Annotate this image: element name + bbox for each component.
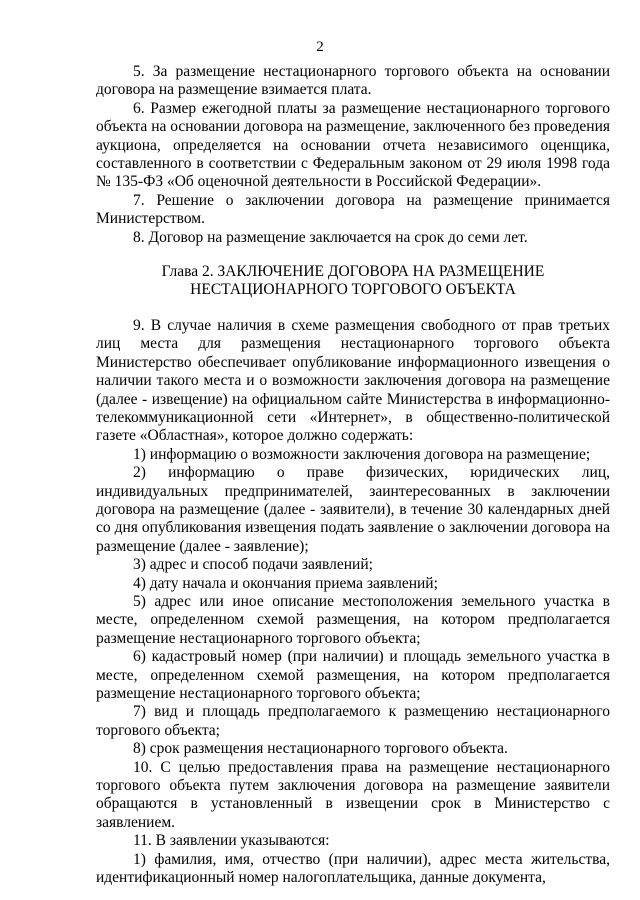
list-item-9-4: 4) дату начала и окончания приема заявлений; (133, 574, 438, 592)
list-item-9-2: 2) информацию о праве физических, юридических лиц, индивидуальных предпринимателей, заинтересованных в заключении договора на размещение (далее - заявители), в течение 30 календарных дней со дня опубликования извещения подать заявление о заключении договора на размещение (далее - заявление); (96, 464, 610, 555)
paragraph-7: 7. Решение о заключении договора на размещение принимается Министерством. (96, 191, 610, 228)
paragraph-11: 11. В заявлении указываются: (133, 832, 330, 850)
chapter-heading-line-2: НЕСТАЦИОНАРНОГО ТОРГОВОГО ОБЪЕКТА (190, 281, 516, 299)
list-item-9-3: 3) адрес и способ подачи заявлений; (133, 556, 373, 574)
list-item-9-5: 5) адрес или иное описание местоположения земельного участка в месте, определенном схемой размещения, на котором предполагается размещение нестационарного торгового объекта; (96, 592, 610, 647)
list-item-9-6: 6) кадастровый номер (при наличии) и площадь земельного участка в месте, определенном схемой размещения, на котором предполагается размещение нестационарного торгового объекта; (96, 648, 610, 702)
page-number: 2 (316, 39, 324, 55)
list-item-11-1: 1) фамилия, имя, отчество (при наличии), адрес места жительства, идентификационный номер налогоплательщика, данные документа, (96, 850, 610, 887)
list-item-9-8: 8) срок размещения нестационарного торгового объекта. (133, 740, 508, 758)
paragraph-9: 9. В случае наличия в схеме размещения свободного от прав третьих лиц места для размещения нестационарного торгового объекта Министерство обеспечивает опубликование информационного извещения о наличии такого места и о возможности заключения договора на размещение (далее - извещение) на официальном сайте Министерства в информационно-телекоммуникационной сети «Интернет», в общественно-политической газете «Областная», которое должно содержать: (96, 316, 610, 445)
chapter-heading-line-1: Глава 2. ЗАКЛЮЧЕНИЕ ДОГОВОРА НА РАЗМЕЩЕНИЕ (161, 263, 545, 281)
list-item-9-7: 7) вид и площадь предполагаемого к размещению нестационарного торгового объекта; (96, 703, 610, 739)
paragraph-10: 10. С целью предоставления права на размещение нестационарного торгового объекта путем заключения договора на размещение заявители обращаются в установленный в извещении срок в Министерство с заявлением. (96, 758, 610, 831)
paragraph-6: 6. Размер ежегодной платы за размещение нестационарного торгового объекта на основании договора на размещение, заключенного без проведения аукциона, определяется на основании отчета независимого оценщика, составленного в соответствии с Федеральным законом от 29 июля 1998 года № 135-ФЗ «Об оценочной деятельности в Российской Федерации». (96, 99, 610, 191)
paragraph-8: 8. Договор на размещение заключается на срок до семи лет. (133, 228, 528, 246)
chapter-heading (96, 263, 610, 300)
document-body (96, 63, 610, 887)
paragraph-5: 5. За размещение нестационарного торгового объекта на основании договора на размещение взимается плата. (96, 63, 610, 99)
list-item-9-1: 1) информацию о возможности заключения договора на размещение; (133, 445, 591, 463)
